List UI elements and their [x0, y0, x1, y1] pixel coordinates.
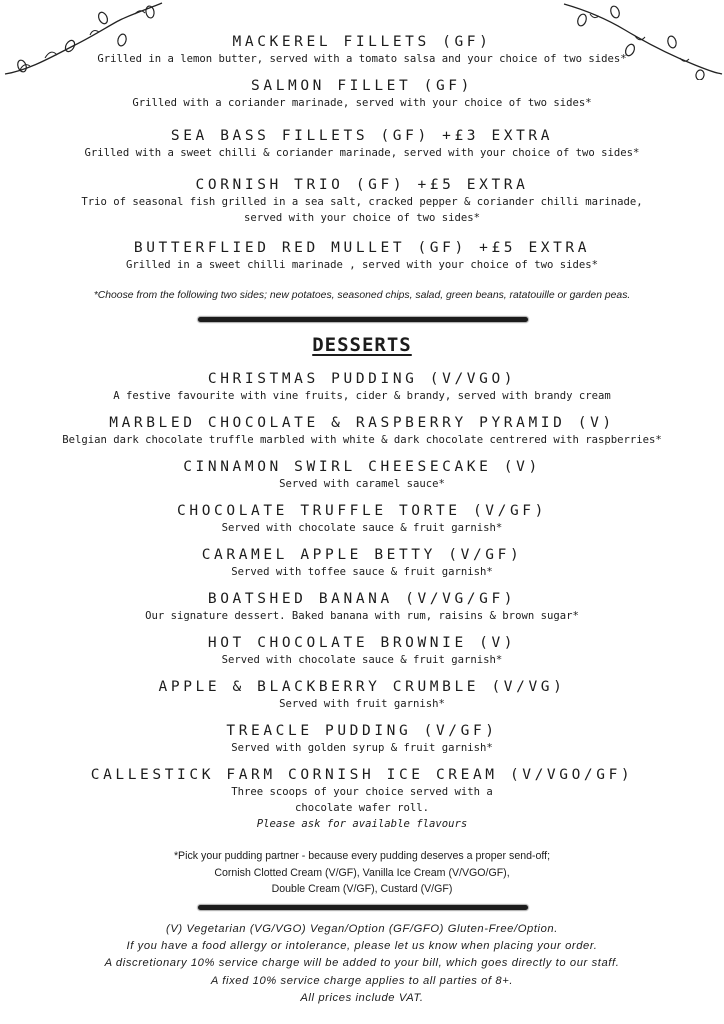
- partner-note-line: Cornish Clotted Cream (V/GF), Vanilla Ice Cream (V/VGO/GF),: [214, 866, 510, 879]
- partner-note-line: *Pick your pudding partner - because every pudding deserves a proper send-off;: [173, 850, 551, 862]
- footer-line: (V) Vegetarian (VG/VGO) Vegan/Option (GF/GFO) Gluten-Free/Option.: [166, 923, 558, 935]
- item-description: Grilled in a lemon butter, served with a tomato salsa and your choice of two sides*: [97, 53, 627, 65]
- item-description-line2: served with your choice of two sides*: [244, 212, 480, 224]
- item-title: CORNISH TRIO (GF) +£5 EXTRA: [195, 177, 529, 193]
- item-title: CINNAMON SWIRL CHEESECAKE (V): [183, 459, 541, 475]
- menu-item: [0, 634, 724, 668]
- item-description: Grilled in a sweet chilli marinade , served with your choice of two sides*: [126, 259, 598, 271]
- item-title: BOATSHED BANANA (V/VG/GF): [207, 591, 517, 607]
- item-description: Served with chocolate sauce & fruit garnish*: [221, 522, 503, 534]
- footer-line: If you have a food allergy or intolerance, please let us know when placing your order.: [126, 940, 598, 953]
- footer-line: All prices include VAT.: [300, 991, 424, 1004]
- divider: [198, 905, 528, 910]
- menu-item: [0, 678, 724, 712]
- item-description: Served with fruit garnish*: [279, 698, 445, 710]
- item-title: TREACLE PUDDING (V/GF): [226, 723, 498, 739]
- item-title: MACKEREL FILLETS (GF): [232, 34, 492, 50]
- item-description: Served with toffee sauce & fruit garnish*: [231, 566, 493, 578]
- menu-item: [0, 414, 724, 448]
- menu-item: [0, 127, 724, 161]
- item-title: APPLE & BLACKBERRY CRUMBLE (V/VG): [158, 679, 566, 695]
- item-title: SALMON FILLET (GF): [251, 78, 473, 94]
- item-description: Served with caramel sauce*: [279, 478, 445, 490]
- item-description: Served with golden syrup & fruit garnish*: [231, 742, 493, 754]
- menu-item: [0, 77, 724, 111]
- partner-note-line: Double Cream (V/GF), Custard (V/GF): [271, 883, 453, 895]
- section-heading-desserts: DESSERTS: [312, 334, 412, 356]
- menu-item: [0, 766, 724, 832]
- item-title: BUTTERFLIED RED MULLET (GF) +£5 EXTRA: [133, 240, 591, 256]
- item-title: CHRISTMAS PUDDING (V/VGO): [207, 371, 517, 387]
- item-description-line2: chocolate wafer roll.: [295, 802, 429, 814]
- footer-line: A fixed 10% service charge applies to all parties of 8+.: [210, 974, 514, 987]
- item-description: Grilled with a coriander marinade, served with your choice of two sides*: [132, 97, 592, 109]
- item-description: Belgian dark chocolate truffle marbled with white & dark chocolate centrered with raspberries*: [62, 434, 662, 446]
- item-title: CHOCOLATE TRUFFLE TORTE (V/GF): [177, 503, 547, 519]
- item-title: MARBLED CHOCOLATE & RASPBERRY PYRAMID (V): [109, 415, 615, 431]
- footer-notes: [0, 921, 724, 1007]
- item-description: A festive favourite with vine fruits, cider & brandy, served with brandy cream: [113, 390, 611, 402]
- menu-item: [0, 370, 724, 404]
- menu-item: [0, 546, 724, 580]
- item-title: CARAMEL APPLE BETTY (V/GF): [201, 547, 523, 563]
- item-description-line3: Please ask for available flavours: [256, 818, 468, 830]
- pudding-partner-note: [0, 848, 724, 898]
- item-description: Served with chocolate sauce & fruit garnish*: [221, 654, 503, 666]
- item-description: Trio of seasonal fish grilled in a sea salt, cracked pepper & coriander chilli marinade,: [81, 196, 643, 208]
- divider: [198, 317, 528, 322]
- menu-item: [0, 458, 724, 492]
- menu-item: [0, 590, 724, 624]
- menu-item: [0, 722, 724, 756]
- item-description: Our signature dessert. Baked banana with rum, raisins & brown sugar*: [145, 610, 579, 622]
- item-description: Grilled with a sweet chilli & coriander marinade, served with your choice of two sides*: [84, 147, 640, 159]
- item-title: CALLESTICK FARM CORNISH ICE CREAM (V/VGO/GF): [90, 767, 634, 783]
- item-title: HOT CHOCOLATE BROWNIE (V): [207, 635, 517, 651]
- item-title: SEA BASS FILLETS (GF) +£3 EXTRA: [170, 128, 554, 144]
- menu-item: [0, 502, 724, 536]
- menu-item: [0, 176, 724, 226]
- menu-item: [0, 33, 724, 67]
- footer-line: A discretionary 10% service charge will be added to your bill, which goes directly to our staff.: [104, 957, 620, 970]
- item-description: Three scoops of your choice served with a: [231, 786, 493, 798]
- sides-note: *Choose from the following two sides; new potatoes, seasoned chips, salad, green beans, ratatouille or garden peas.: [93, 290, 631, 301]
- menu-item: [0, 239, 724, 273]
